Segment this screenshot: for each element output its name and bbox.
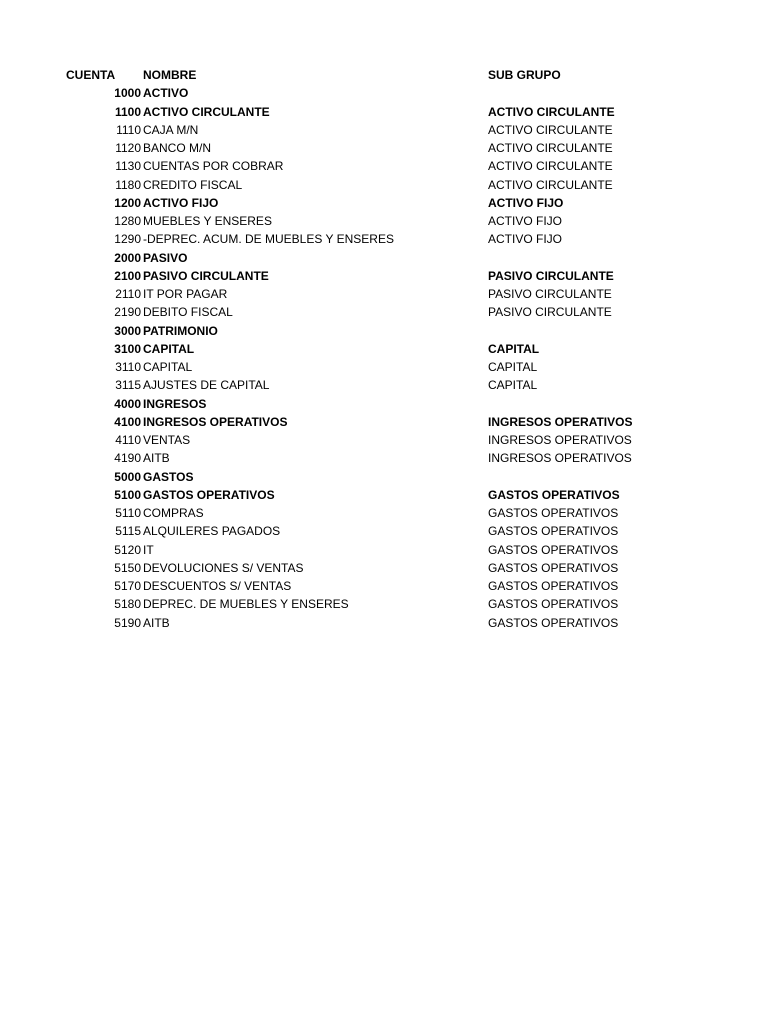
account-code: 5120 [114,542,141,557]
account-sub-group: INGRESOS OPERATIVOS [488,414,633,429]
table-row [0,103,768,121]
account-name: DESCUENTOS S/ VENTAS [143,579,292,593]
account-name: IT POR PAGAR [143,287,228,301]
table-row [0,230,768,248]
chart-of-accounts-sheet [0,66,768,632]
account-sub-group: GASTOS OPERATIVOS [488,524,619,539]
account-code: 1100 [114,104,141,119]
table-row [0,176,768,194]
account-name: DEBITO FISCAL [143,305,233,320]
account-code: 5170 [114,579,141,593]
table-row [0,322,768,340]
account-sub-group: PASIVO CIRCULANTE [488,268,614,283]
account-code: 2000 [114,250,141,265]
account-code: 1000 [114,86,141,101]
account-sub-group: ACTIVO CIRCULANTE [488,141,613,155]
account-name: AJUSTES DE CAPITAL [143,378,270,393]
table-row [0,468,768,486]
account-code: 5110 [115,506,141,520]
account-name: VENTAS [143,433,191,447]
account-sub-group: GASTOS OPERATIVOS [488,560,619,575]
account-code: 3100 [114,341,141,356]
account-code: 4110 [115,433,141,447]
header-row [0,66,768,84]
account-name: IT [143,542,154,557]
table-row [0,413,768,431]
table-row [0,249,768,267]
account-name: PASIVO CIRCULANTE [143,268,269,283]
account-sub-group: ACTIVO CIRCULANTE [488,122,613,137]
account-name: -DEPREC. ACUM. DE MUEBLES Y ENSERES [143,232,394,247]
table-row [0,212,768,230]
account-code: 5180 [114,597,141,612]
account-code: 1200 [114,195,141,210]
table-row [0,431,768,449]
table-row [0,267,768,285]
account-sub-group: GASTOS OPERATIVOS [488,506,619,520]
account-sub-group: CAPITAL [488,341,540,356]
account-name: AITB [143,615,170,630]
account-name: MUEBLES Y ENSERES [143,214,272,228]
account-sub-group: ACTIVO CIRCULANTE [488,159,613,174]
account-name: CAJA M/N [143,122,199,137]
account-rows [0,84,768,632]
account-sub-group: ACTIVO FIJO [488,195,564,210]
account-name: CAPITAL [143,341,195,356]
account-name: BANCO M/N [143,141,212,155]
account-code: 3000 [114,323,141,338]
account-code: 3115 [115,378,141,393]
table-row [0,121,768,139]
account-sub-group: ACTIVO FIJO [488,232,563,247]
account-sub-group: CAPITAL [488,378,538,393]
account-sub-group: GASTOS OPERATIVOS [488,542,619,557]
account-code: 2190 [114,305,141,320]
account-code: 1290 [114,232,141,247]
account-name: GASTOS [143,469,194,484]
account-sub-group: GASTOS OPERATIVOS [488,579,619,593]
account-name: ACTIVO [143,86,189,101]
account-name: INGRESOS [143,396,207,411]
account-name: CAPITAL [143,360,193,374]
account-code: 1280 [114,214,141,228]
account-code: 5000 [114,469,141,484]
account-name: CREDITO FISCAL [143,177,243,192]
account-code: 4100 [114,414,141,429]
account-name: ACTIVO CIRCULANTE [143,104,270,119]
header-sub-grupo: SUB GRUPO [488,68,561,82]
table-row [0,595,768,613]
header-nombre: NOMBRE [143,68,197,82]
account-code: 4190 [114,451,141,466]
table-row [0,559,768,577]
header-cuenta: CUENTA [66,68,116,82]
account-name: PATRIMONIO [143,323,218,338]
account-name: CUENTAS POR COBRAR [143,159,284,174]
account-name: PASIVO [143,250,188,265]
account-name: DEVOLUCIONES S/ VENTAS [143,560,304,575]
table-row [0,340,768,358]
table-row [0,541,768,559]
table-row [0,504,768,522]
table-row [0,194,768,212]
account-sub-group: INGRESOS OPERATIVOS [488,433,632,447]
account-sub-group: GASTOS OPERATIVOS [488,615,619,630]
account-code: 5190 [114,615,141,630]
account-name: DEPREC. DE MUEBLES Y ENSERES [143,597,349,612]
account-sub-group: ACTIVO CIRCULANTE [488,104,615,119]
account-sub-group: PASIVO CIRCULANTE [488,287,612,301]
account-name: GASTOS OPERATIVOS [143,487,275,502]
table-row [0,139,768,157]
account-sub-group: GASTOS OPERATIVOS [488,487,620,502]
account-code: 2110 [115,287,141,301]
account-sub-group: INGRESOS OPERATIVOS [488,451,632,466]
account-name: INGRESOS OPERATIVOS [143,414,288,429]
account-sub-group: GASTOS OPERATIVOS [488,597,619,612]
table-row [0,577,768,595]
account-code: 1110 [116,122,141,137]
account-name: AITB [143,451,170,466]
account-code: 4000 [114,396,141,411]
account-code: 1180 [115,177,141,192]
account-sub-group: PASIVO CIRCULANTE [488,305,612,320]
account-code: 2100 [114,268,141,283]
account-name: COMPRAS [143,506,204,520]
account-code: 5100 [114,487,141,502]
account-sub-group: ACTIVO FIJO [488,214,563,228]
table-row [0,376,768,394]
table-row [0,486,768,504]
table-row [0,522,768,540]
table-row [0,395,768,413]
account-name: ALQUILERES PAGADOS [143,524,281,539]
account-sub-group: ACTIVO CIRCULANTE [488,177,613,192]
account-code: 3110 [115,360,141,374]
account-code: 5150 [114,560,141,575]
account-code: 1130 [115,159,141,174]
account-code: 5115 [115,524,141,539]
table-row [0,358,768,376]
table-row [0,157,768,175]
table-row [0,303,768,321]
account-name: ACTIVO FIJO [143,195,219,210]
table-row [0,285,768,303]
account-sub-group: CAPITAL [488,360,538,374]
table-row [0,614,768,632]
table-row [0,84,768,102]
table-row [0,449,768,467]
account-code: 1120 [115,141,141,155]
